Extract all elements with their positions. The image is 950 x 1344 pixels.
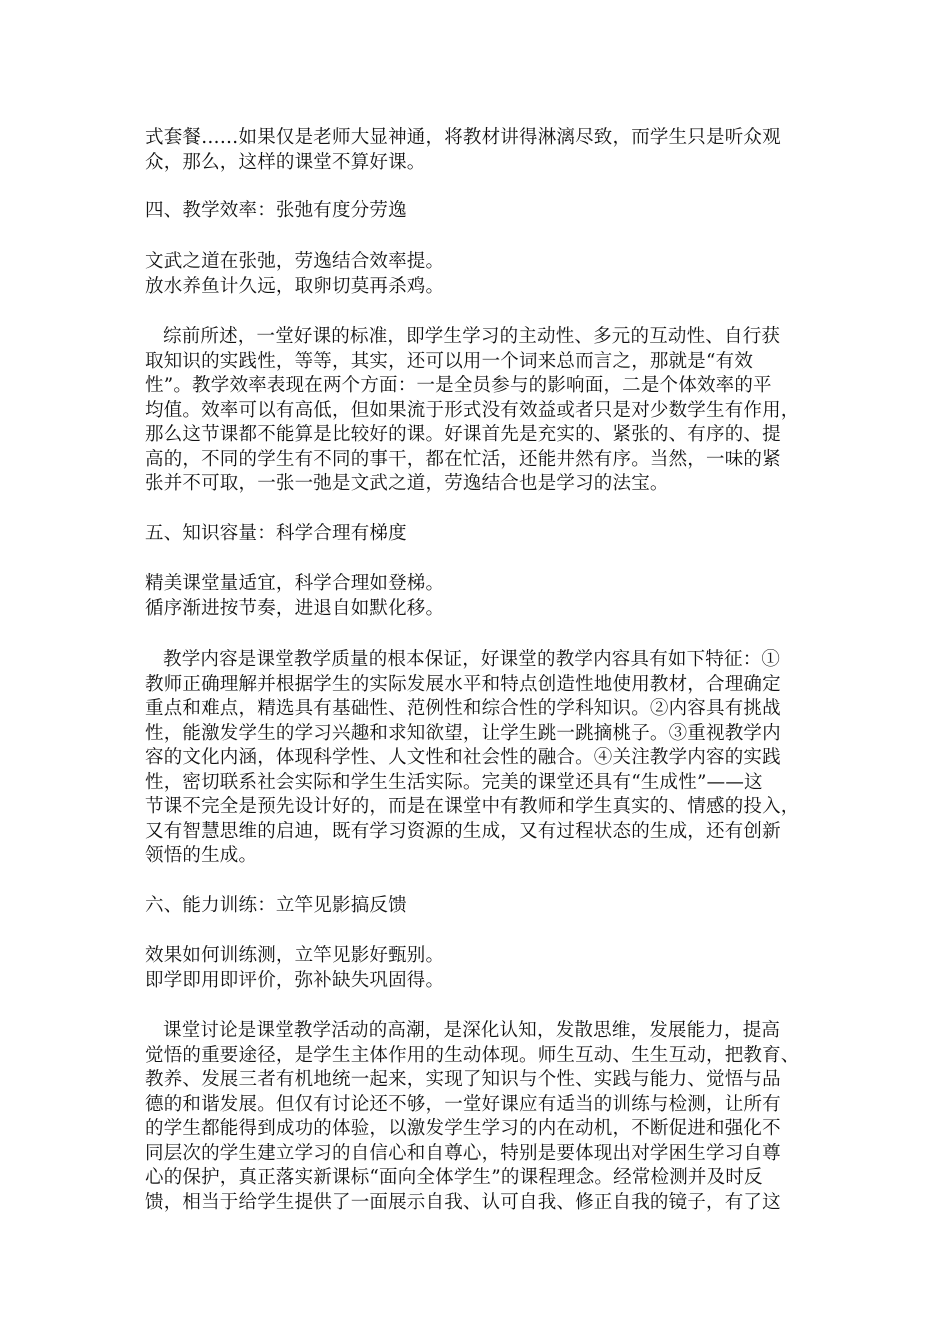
text-line: 教师正确理解并根据学生的实际发展水平和特点创造性地使用教材，合理确定: [145, 673, 781, 695]
text-line: 综前所述，一堂好课的标准，即学生学习的主动性、多元的互动性、自行获: [163, 326, 781, 347]
text-line: 的学生都能得到成功的体验，以激发学生学习的内在动机，不断促进和强化不: [145, 1118, 781, 1139]
verse-line: 即学即用即评价，弥补缺失巩固得。: [145, 969, 445, 991]
verse-line: 文武之道在张弛，劳逸结合效率提。: [145, 251, 445, 272]
heading-text: 五、知识容量：科学合理有梯度: [145, 523, 407, 544]
verse-line: 循序渐进按节奏，进退自如默化移。: [145, 597, 445, 619]
text-line: 取知识的实践性，等等，其实，还可以用一个词来总而言之，那就是“有效: [145, 350, 754, 372]
text-line: 式套餐……如果仅是老师大显神通，将教材讲得淋漓尽致，而学生只是听众观: [145, 127, 781, 148]
section-heading-5: [145, 522, 825, 547]
verse-5: [145, 572, 825, 621]
text-line: 张并不可取，一张一弛是文武之道，劳逸结合也是学习的法宝。: [145, 473, 669, 494]
text-line: 觉悟的重要途径，是学生主体作用的生动体现。师生互动、生生互动，把教育、: [145, 1044, 800, 1066]
paragraph-training: [145, 1019, 825, 1215]
verse-line: 精美课堂量适宜，科学合理如登梯。: [145, 573, 445, 594]
text-line: 那么这节课都不能算是比较好的课。好课首先是充实的、紧张的、有序的、提: [145, 424, 781, 445]
text-line: 高的，不同的学生有不同的事干，都在忙活，还能井然有序。当然，一味的紧: [145, 448, 781, 470]
heading-text: 六、能力训练：立竿见影搞反馈: [145, 895, 407, 916]
section-heading-4: [145, 199, 825, 224]
verse-6: [145, 944, 825, 993]
paragraph-efficiency: [145, 325, 825, 497]
verse-line: 效果如何训练测，立竿见影好甄别。: [145, 945, 445, 966]
text-line: 众，那么，这样的课堂不算好课。: [145, 151, 426, 173]
paragraph-continuation: [145, 126, 825, 175]
text-line: 性”。教学效率表现在两个方面：一是全员参与的影响面，二是个体效率的平: [145, 375, 772, 396]
text-line: 教养、发展三者有机地统一起来，实现了知识与个性、实践与能力、觉悟与品: [145, 1069, 781, 1090]
text-line: 教学内容是课堂教学质量的根本保证，好课堂的教学内容具有如下特征：①: [163, 649, 781, 670]
heading-text: 四、教学效率：张弛有度分劳逸: [145, 200, 407, 221]
text-line: 容的文化内涵，体现科学性、人文性和社会性的融合。④关注教学内容的实践: [145, 747, 781, 768]
text-line: 同层次的学生建立学习的自信心和自尊心，特别是要体现出对学困生学习自尊: [145, 1142, 781, 1164]
text-line: 性，密切联系社会实际和学生生活实际。完美的课堂还具有“生成性”——这: [145, 771, 763, 793]
text-line: 又有智慧思维的启迪，既有学习资源的生成，又有过程状态的生成，还有创新: [145, 820, 781, 842]
paragraph-content: [145, 648, 825, 869]
text-line: 均值。效率可以有高低，但如果流于形式没有效益或者只是对少数学生有作用，: [145, 399, 800, 421]
text-line: 德的和谐发展。但仅有讨论还不够，一堂好课应有适当的训练与检测，让所有: [145, 1093, 781, 1115]
section-heading-6: [145, 894, 825, 919]
text-line: 心的保护，真正落实新课标“面向全体学生”的课程理念。经常检测并及时反: [145, 1167, 763, 1188]
text-line: 重点和难点，精选具有基础性、范例性和综合性的学科知识。②内容具有挑战: [145, 698, 781, 719]
text-line: 课堂讨论是课堂教学活动的高潮，是深化认知，发散思维，发展能力，提高: [163, 1020, 781, 1041]
text-line: 馈，相当于给学生提供了一面展示自我、认可自我、修正自我的镜子，有了这: [145, 1191, 781, 1213]
text-line: 领悟的生成。: [145, 845, 258, 866]
text-line: 节课不完全是预先设计好的，而是在课堂中有教师和学生真实的、情感的投入，: [145, 796, 800, 817]
verse-line: 放水养鱼计久远，取卵切莫再杀鸡。: [145, 275, 445, 297]
verse-4: [145, 250, 825, 299]
text-line: 性，能激发学生的学习兴趣和求知欲望，让学生跳一跳摘桃子。③重视教学内: [145, 722, 781, 744]
